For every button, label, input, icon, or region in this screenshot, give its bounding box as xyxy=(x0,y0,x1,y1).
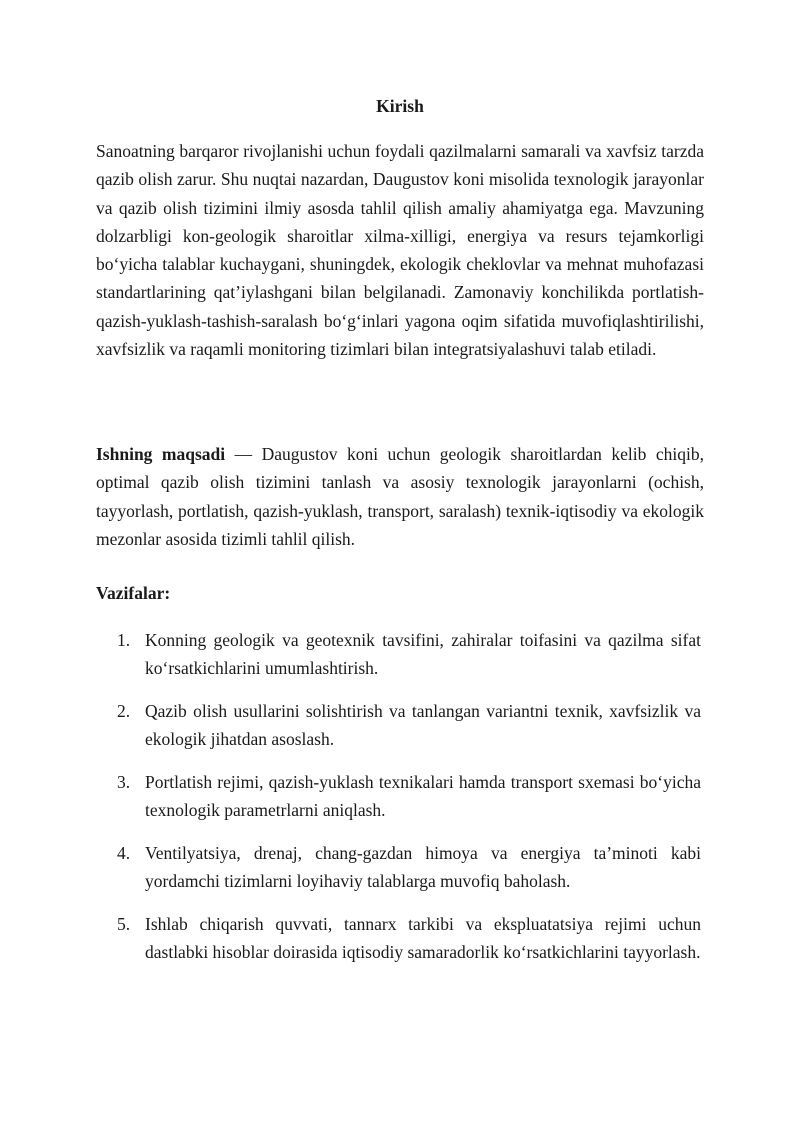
task-text: Ishlab chiqarish quvvati, tannarx tarkibi va ekspluatatsiya rejimi uchun dastlabki hisoblar doirasida iqtisodiy samaradorlik ko‘rsatkichlarini tayyorlash. xyxy=(145,914,701,963)
goal-label: Ishning maqsadi xyxy=(96,444,226,464)
task-text: Konning geologik va geotexnik tavsifini, zahiralar toifasini va qazilma sifat ko‘rsatkichlarini umumlashtirish. xyxy=(145,630,701,679)
task-text: Portlatish rejimi, qazish-yuklash texnikalari hamda transport sxemasi bo‘yicha texnologik parametrlarni aniqlash. xyxy=(145,772,701,821)
goal-text: — Daugustov koni uchun geologik sharoitlardan kelib chiqib, optimal qazib olish tizimini tanlash va asosiy texnologik jarayonlarni (ochish, tayyorlash, portlatish, qazish-yuklash, transport, saralash) texnik-iqtisodiy va ekologik mezonlar asosida tizimli tahlil qilish. xyxy=(96,444,704,549)
task-text: Ventilyatsiya, drenaj, chang-gazdan himoya va energiya ta’minoti kabi yordamchi tizimlarni loyihaviy talablarga muvofiq baholash. xyxy=(145,843,701,892)
page-title: Kirish xyxy=(376,96,424,116)
task-number: 3. xyxy=(117,772,131,792)
task-number: 4. xyxy=(117,843,131,863)
goal-paragraph xyxy=(96,440,704,553)
tasks-heading: Vazifalar: xyxy=(96,583,171,603)
task-number: 1. xyxy=(117,630,131,650)
task-number: 5. xyxy=(117,914,131,934)
intro-paragraph: Sanoatning barqaror rivojlanishi uchun foydali qazilmalarni samarali va xavfsiz tarzda qazib olish zarur. Shu nuqtai nazardan, Daugustov koni misolida texnologik jarayonlar va qazib olish tizimini ilmiy asosda tahlil qilish amaliy ahamiyatga ega. Mavzuning dolzarbligi kon-geologik sharoitlar xilma-xilligi, energiya va resurs tejamkorligi bo‘yicha talablar kuchaygani, shuningdek, ekologik cheklovlar va mehnat muhofazasi standartlarining qat’iylashgani bilan belgilanadi. Zamonaviy konchilikda portlatish-qazish-yuklash-tashish-saralash bo‘g‘inlari yagona oqim sifatida muvofiqlashtirilishi, xavfsizlik va raqamli monitoring tizimlari bilan integratsiyalashuvi talab etiladi. xyxy=(96,141,704,360)
task-number: 2. xyxy=(117,701,131,721)
task-text: Qazib olish usullarini solishtirish va tanlangan variantni texnik, xavfsizlik va ekologik jihatdan asoslash. xyxy=(145,701,701,750)
